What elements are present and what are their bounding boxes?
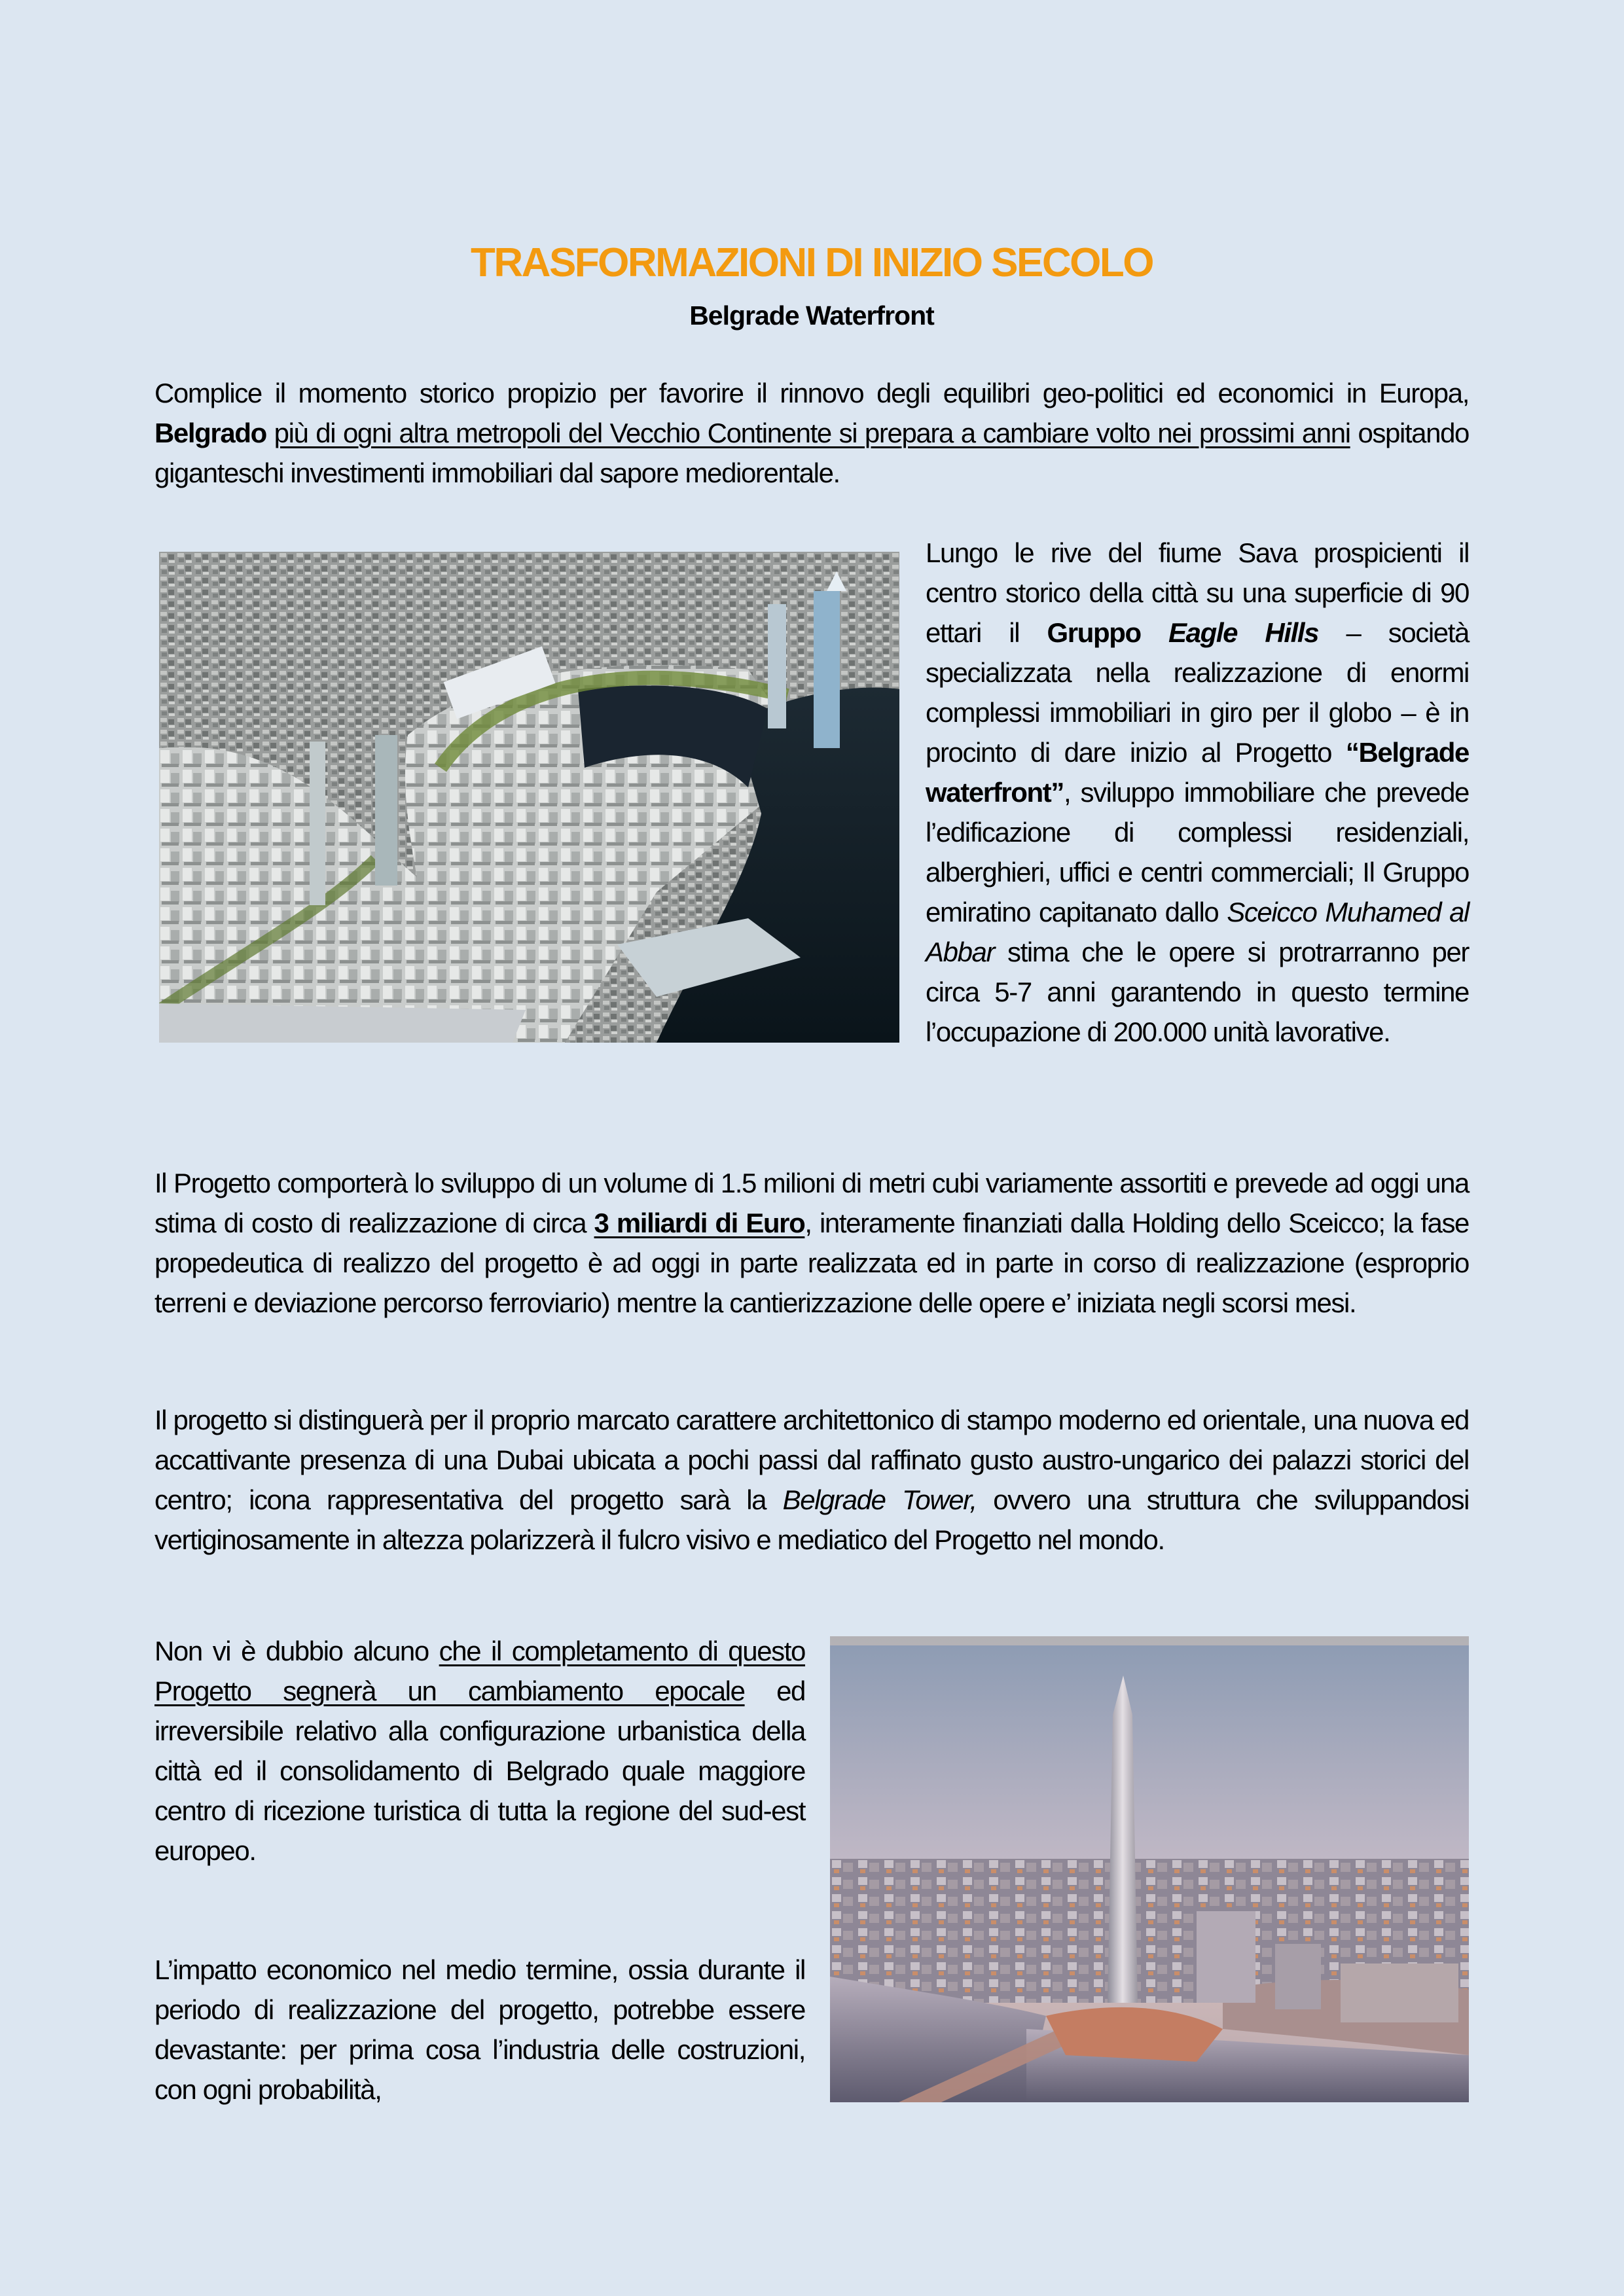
bold-underlined-cost: 3 miliardi di Euro [594,1208,805,1238]
aerial-rendering-image [159,552,899,1043]
underlined-phrase: più di ogni altra metropoli del Vecchio Continente si prepara a cambiare volto nei prossimi anni [274,418,1350,448]
underlined-epochal: che il completamento di questo Progetto segnerà un cambiamento epocale [154,1636,805,1706]
paragraph-eagle-hills: Lungo le rive del fiume Sava prospicienti il centro storico della città su una superficie di 90 ettari il Gruppo Eagle Hills – società specializzata nella realizzazione di enormi complessi immobiliari in giro per il globo – è in procinto di dare inizio al Progetto “Belgrade waterfront”, sviluppo immobiliare che prevede l’edificazione di complessi residenziali, alberghieri, uffici e centri commerciali; Il Gruppo emiratino capitanato dallo Sceicco Muhamed al Abbar stima che le opere si protrarranno per circa 5-7 anni garantendo in questo termine l’occupazione di 200.000 unità lavorative. [154,533,1469,1052]
aerial-city-illustration [159,552,899,1043]
paragraph-architecture: Il progetto si distinguerà per il proprio marcato carattere architettonico di stampo moderno ed orientale, una nuova ed accattivante presenza di una Dubai ubicata a pochi passi dal raffinato gusto austro-ungarico dei palazzi storici del centro; icona rappresentativa del progetto sarà la Belgrade Tower, ovvero una struttura che sviluppandosi vertiginosamente in altezza polarizzerà il fulcro visivo e mediatico del Progetto nel mondo. [154,1405,1470,1555]
paragraph-volume-cost: Il Progetto comporterà lo sviluppo di un volume di 1.5 milioni di metri cubi variamente assortiti e prevede ad oggi una stima di costo di realizzazione di circa 3 miliardi di Euro, interamente finanziati dalla Holding dello Sceicco; la fase propedeutica di realizzo del progetto è ad oggi in parte realizzata ed in parte in corso di realizzazione (esproprio terreni e deviazione percorso ferroviario) mentre la cantierizzazione delle opere e’ iniziata negli scorsi mesi. [154,1168,1470,1318]
bold-italic-eagle-hills: Eagle Hills [1168,617,1319,648]
italic-sheikh-name: Sceicco Muhamed al Abbar [926,897,1469,967]
paragraph-economic-impact: L’impatto economico nel medio termine, ossia durante il periodo di realizzazione del progetto, potrebbe essere devastante: per prima cosa l’industria delle costruzioni, con ogni probabilità, [154,1954,805,2105]
bold-project-name: “Belgrade waterfront” [926,737,1469,808]
bold-belgrado: Belgrado [154,418,266,448]
belgrade-tower-image [830,1636,1469,2102]
tower-riverside-illustration [830,1636,1469,2102]
italic-belgrade-tower: Belgrade Tower, [782,1484,977,1515]
paragraph-intro: Complice il momento storico propizio per favorire il rinnovo degli equilibri geo-politici ed economici in Europa, Belgrado più di ogni altra metropoli del Vecchio Continente si prepara a cambiare volto nei prossimi anni ospitando giganteschi investimenti immobiliari dal sapore mediorentale. [154,378,1469,488]
paragraph-epochal-change: Non vi è dubbio alcuno che il completamento di questo Progetto segnerà un cambiamento epocale ed irreversibile relativo alla configurazione urbanistica della città ed il consolidamento di Belgrado quale maggiore centro di ricezione turistica di tutta la regione del sud-est europeo. [154,1636,806,1866]
page-subtitle: Belgrade Waterfront [689,300,934,331]
page-title: TRASFORMAZIONI DI INIZIO SECOLO [471,240,1153,285]
